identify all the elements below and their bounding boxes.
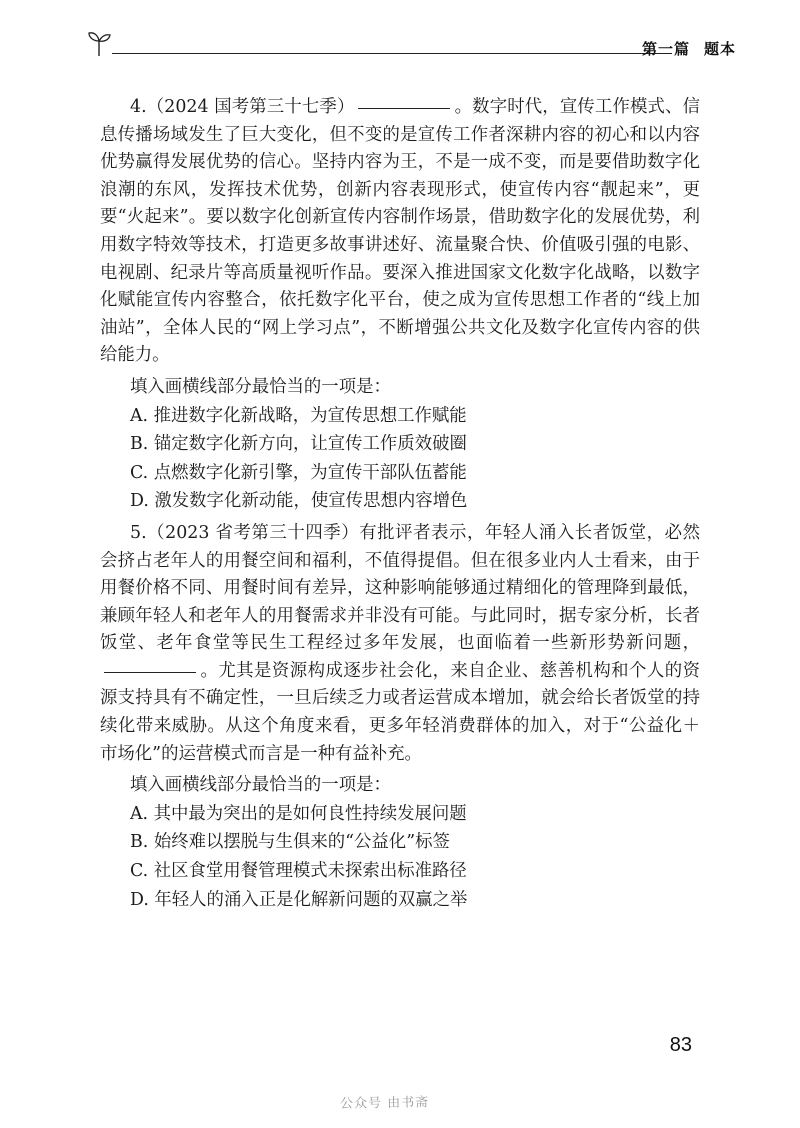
header-rule xyxy=(112,53,672,54)
section-title xyxy=(642,38,736,59)
section-name: 第一篇 xyxy=(641,40,690,58)
question-5 xyxy=(100,520,700,768)
question-5-blank xyxy=(104,671,196,673)
watermark: 公众号 由书斋 xyxy=(339,1095,430,1112)
question-5-option-b: B. 始终难以摆脱与生俱来的“公益化”标签 xyxy=(130,832,450,853)
question-4-label: 4.（2024 国考第三十七季） xyxy=(130,97,355,117)
question-4-blank xyxy=(358,107,450,109)
sprout-icon xyxy=(86,28,112,58)
question-5-option-c: C. 社区食堂用餐管理模式未探索出标准路径 xyxy=(130,861,467,882)
question-5-option-a: A. 其中最为突出的是如何良性持续发展问题 xyxy=(130,803,467,824)
question-4-text: 。数字时代，宣传工作模式、信息传播场域发生了巨大变化，但不变的是宣传工作者深耕内容的初心和以内容优势赢得发展优势的信心。坚持内容为王，不是一成不变，而是要借助数字化浪潮的东风，发挥技术优势，创新内容表现形式，使宣传内容“靓起来”，更要“火起来”。要以数字化创新宣传内容制作场景，借助数字化的发展优势，利用数字特效等技术，打造更多故事讲述好、流量聚合快、价值吸引强的电影、电视剧、纪录片等高质量视听作品。要深入推进国家文化数字化战略，以数字化赋能宣传内容整合，依托数字化平台，使之成为宣传思想工作者的“线上加油站”，全体人民的“网上学习点”，不断增强公共文化及数字化宣传内容的供给能力。 xyxy=(100,97,700,366)
question-4-option-b: B. 锚定数字化新方向，让宣传工作质效破圈 xyxy=(130,434,467,455)
question-5-label: 5.（2023 省考第三十四季） xyxy=(130,522,360,543)
subsection-name: 题本 xyxy=(703,40,736,58)
question-4 xyxy=(100,94,700,370)
page-number: 83 xyxy=(669,1034,692,1056)
question-5-text-after: 。尤其是资源构成逐步社会化，来自企业、慈善机构和个人的资源支持具有不确定性，一旦后续乏力或者运营成本增加，就会给长者饭堂的持续化带来威胁。从这个角度来看，更多年轻消费群体的加入，对于“公益化＋市场化”的运营模式而言是一种有益补充。 xyxy=(100,660,700,764)
page-content xyxy=(100,94,700,914)
question-4-option-a: A. 推进数字化新战略，为宣传思想工作赋能 xyxy=(130,405,467,426)
question-5-stem: 填入画横线部分最恰当的一项是： xyxy=(130,775,391,796)
question-5-option-d: D. 年轻人的涌入正是化解新问题的双赢之举 xyxy=(130,889,468,910)
question-4-option-c: C. 点燃数字化新引擎，为宣传干部队伍蓄能 xyxy=(130,462,467,483)
page-header xyxy=(86,28,736,68)
question-4-stem: 填入画横线部分最恰当的一项是： xyxy=(130,376,391,397)
question-4-option-d: D. 激发数字化新动能，使宣传思想内容增色 xyxy=(130,491,468,512)
question-5-text-before: 有批评者表示，年轻人涌入长者饭堂，必然会挤占老年人的用餐空间和福利，不值得提倡。但在很多业内人士看来，由于用餐价格不同、用餐时间有差异，这种影响能够通过精细化的管理降到最低，兼顾年轻人和老年人的用餐需求并非没有可能。与此同时，据专家分析，长者饭堂、老年食堂等民生工程经过多年发展，也面临着一些新形势新问题， xyxy=(100,522,700,654)
